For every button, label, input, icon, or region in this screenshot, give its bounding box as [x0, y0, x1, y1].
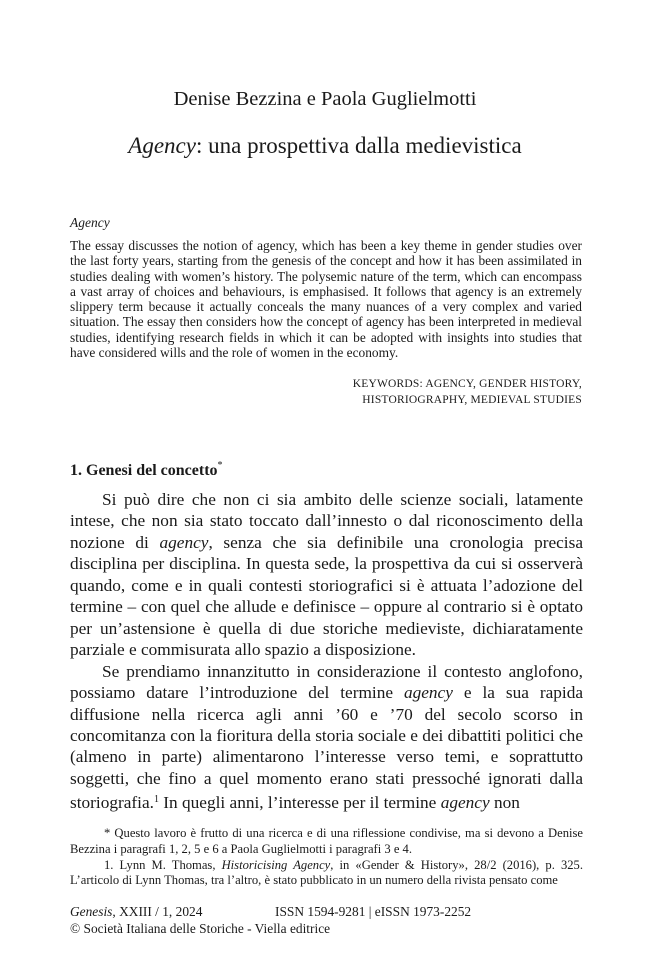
p2-emphasis-2: agency — [440, 793, 490, 813]
p1-text-a: Si può dire che non ci sia ambito delle scienze sociali, latamente intese, che non sia stato toccato dall’innesto o dal riconoscimento della nozione di — [70, 490, 583, 552]
abstract-text: The essay discusses the notion of agency, which has been a key theme in gender studies over the last forty years, starting from the genesis of the concept and how it has been assimilated in studies dealing with women’s history. The polysemic nature of the term, which can encompass a vast array of choices and behaviours, is emphasised. It follows that agency is an extremely slippery term because it actually conceals the many nuances of a very complex and varied situation. The essay then considers how the concept of agency has been interpreted in medieval studies, identifying research fields in which it can be adopted with insights into studies that have considered wills and the role of women in the economy. — [70, 238, 582, 361]
fn1-emphasis: Historicising Agency — [221, 857, 331, 872]
p1-emphasis: agency — [159, 532, 209, 552]
abstract-heading: Agency — [70, 215, 110, 230]
p2-text-d: non — [489, 793, 520, 813]
fn1-text-b: , in «Gender & History», 28/2 (2016), p. 325. L’articolo di Lynn Thomas, tra l’altro, è stato pubblicato in un numero della rivista pensato come — [70, 857, 583, 888]
footnote-ref-1[interactable]: 1 — [153, 794, 159, 806]
paragraph-2 — [70, 661, 583, 814]
keywords-line-1: KEYWORDS: AGENCY, GENDER HISTORY, — [352, 378, 582, 390]
body-text — [70, 489, 583, 814]
paragraph-1 — [70, 489, 583, 661]
section-title: 1. Genesi del concetto — [70, 462, 218, 479]
journal-info — [70, 904, 275, 921]
footnote-star: * Questo lavoro è frutto di una ricerca e di una riflessione condivise, ma si devono a Denise Bezzina i paragrafi 1, 2, 5 e 6 a Paola Guglielmotti i paragrafi 3 e 4. — [70, 826, 583, 856]
p1-text-b: , senza che sia definibile una cronologia precisa disciplina per disciplina. In questa sede, la prospettiva da cui si osserverà quando, come e in quali contesti storiografici si è attuata l’adozione del termine – con quel che allude e definisce – oppure al contrario si è optato per un’astensione è quella di due storiche medieviste, dichiaratamente parziale e commisurata allo spazio a disposizione. — [70, 532, 584, 660]
p2-text-c: In quegli anni, l’interesse per il termine — [158, 793, 441, 813]
footnotes — [70, 826, 583, 889]
issn: ISSN 1594-9281 | eISSN 1973-2252 — [275, 904, 472, 919]
fn1-text-a: 1. Lynn M. Thomas, — [104, 857, 222, 872]
keywords — [70, 377, 582, 408]
p2-emphasis-1: agency — [403, 683, 453, 703]
p2-text-b: e la sua rapida diffusione nella ricerca agli anni ’60 e ’70 del secolo scorso in concomitanza con la fioritura della storia sociale e dei dibattiti politici che (almeno in parte) alimentarono l’interesse verso temi, e soprattutto soggetti, che fino a quel momento erano stati pressoché ignorati dalla storiografia. — [70, 683, 584, 813]
copyright: © Società Italiana delle Storiche - Viella editrice — [70, 920, 331, 936]
title-rest: : una prospettiva dalla medievistica — [195, 133, 522, 158]
section-heading — [70, 460, 223, 480]
footer-row — [70, 904, 583, 921]
journal-name: Genesis — [70, 904, 113, 919]
article-title — [0, 133, 650, 159]
authors: Denise Bezzina e Paola Guglielmotti — [173, 88, 477, 110]
journal-issue: , XXIII / 1, 2024 — [112, 904, 203, 919]
footnote-1 — [70, 858, 583, 890]
section-note-mark[interactable]: * — [217, 460, 223, 471]
page-footer — [70, 904, 583, 937]
keywords-line-2: HISTORIOGRAPHY, MEDIEVAL STUDIES — [362, 393, 582, 406]
p2-text-a: Se prendiamo innanzitutto in considerazione il contesto anglofono, possiamo datare l’introduzione del termine — [70, 661, 583, 703]
title-italic: Agency — [128, 133, 196, 158]
